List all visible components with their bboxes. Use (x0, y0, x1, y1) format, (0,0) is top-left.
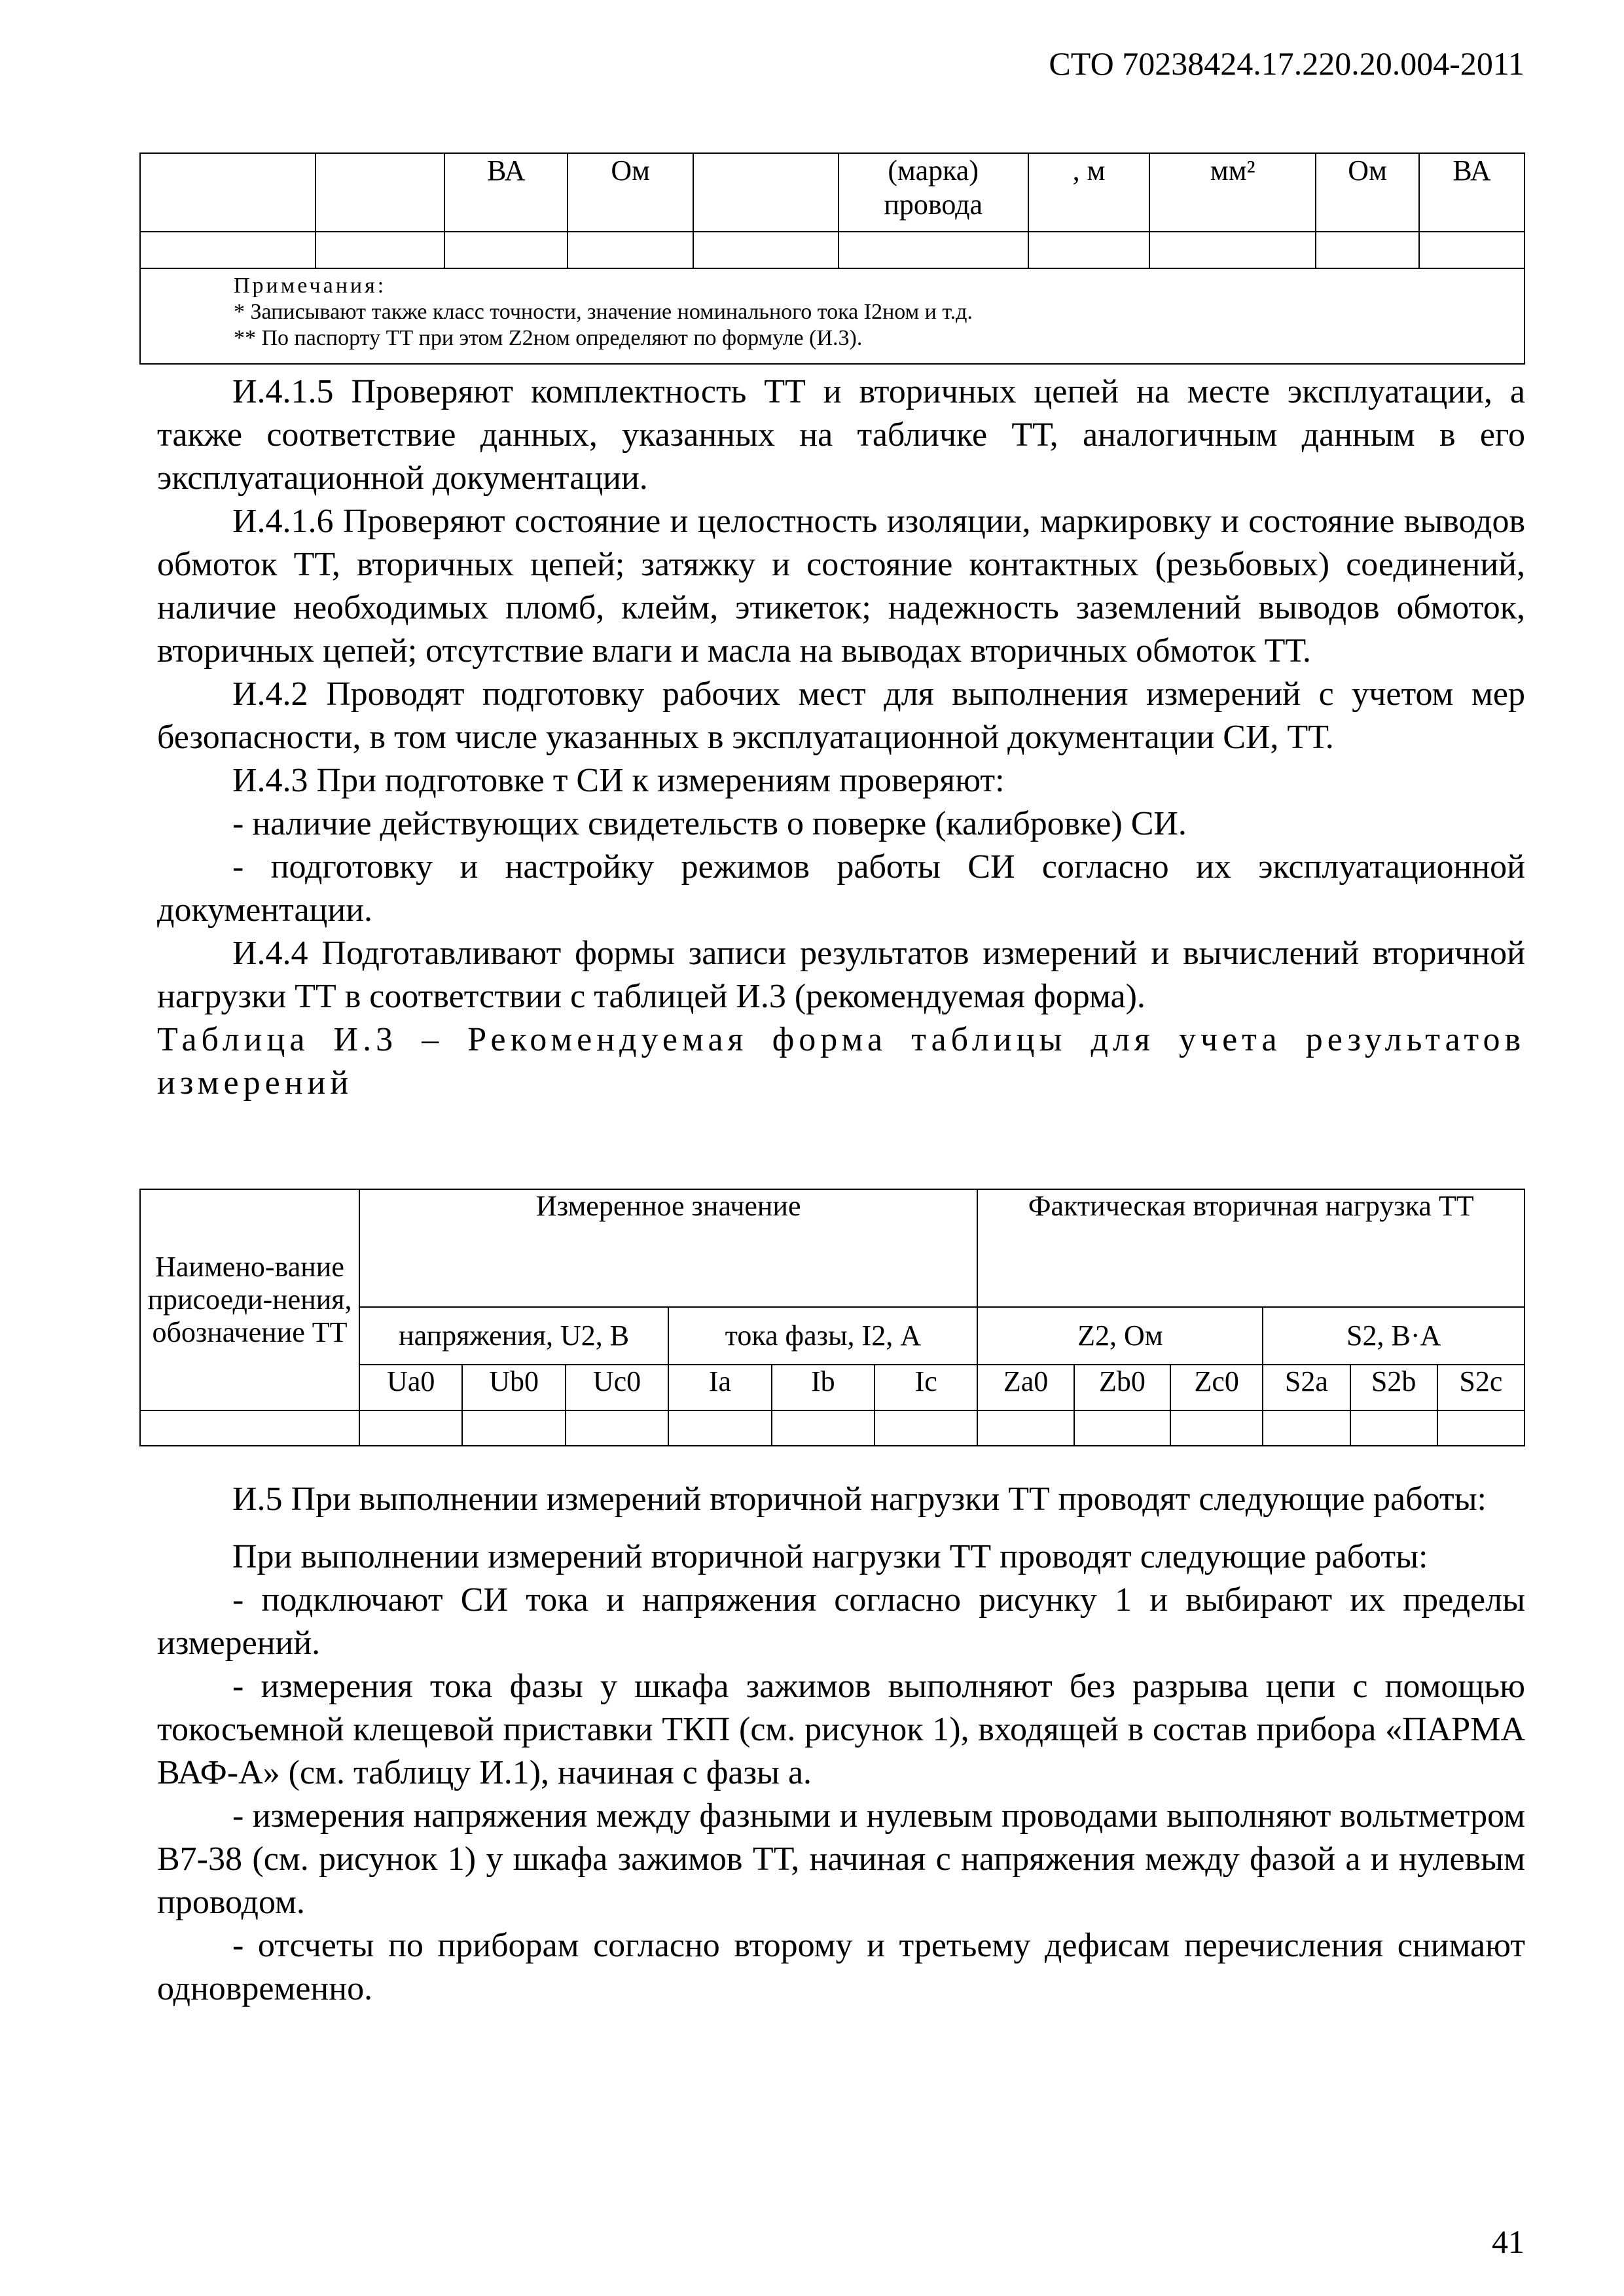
subheader-cell: Za0 (977, 1365, 1074, 1410)
list-item: - измерения напряжения между фазными и нулевым проводами выполняют вольтметром В7-38 (см. рисунок 1) у шкафа зажимов ТТ, начиная с напряжения между фазой а и нулевым проводом. (157, 1797, 1525, 1921)
empty-row (140, 232, 1525, 268)
column-header-connection: Наимено-вание присоеди-нения, обозначение ТТ (140, 1189, 359, 1410)
paragraph: И.4.3 При подготовке т СИ к измерениям проверяют: (232, 762, 1005, 799)
subheader-cell: Ib (772, 1365, 875, 1410)
document-code-header: СТО 70238424.17.220.20.004-2011 (1049, 45, 1525, 82)
page-number: 41 (1492, 2223, 1525, 2260)
paragraph: И.4.1.5 Проверяют комплектность ТТ и вторичных цепей на месте эксплуатации, а также соответствие данных, указанных на табличке ТТ, аналогичным данным в его эксплуатационной документации. (157, 373, 1525, 497)
empty-data-row (140, 1410, 1525, 1446)
units-cell (693, 153, 839, 232)
notes-title: Примечания: (234, 274, 387, 298)
subheader-cell: Zb0 (1074, 1365, 1170, 1410)
paragraph: И.4.1.6 Проверяют состояние и целостность изоляции, маркировку и состояние выводов обмоток ТТ, вторичных цепей; затяжку и состояние контактных (резьбовых) соединений, наличие необходимых пломб, клейм, этикеток; надежность заземлений выводов обмоток, вторичных цепей; отсутствие влаги и масла на выводах вторичных обмоток ТТ. (157, 503, 1525, 670)
list-item: - измерения тока фазы у шкафа зажимов выполняют без разрыва цепи с помощью токосъемной клещевой приставки ТКП (см. рисунок 1), входящей в состав прибора «ПАРМА ВАФ-А» (см. таблицу И.1), начиная с фазы а. (157, 1668, 1525, 1791)
header-actual-load: Фактическая вторичная нагрузка ТТ (977, 1189, 1525, 1307)
units-cell (140, 153, 316, 232)
units-cell: , м (1028, 153, 1150, 232)
units-cell: (марка) провода (839, 153, 1028, 232)
units-cell (316, 153, 445, 232)
body-section-1 (157, 370, 1525, 1105)
table-notes (140, 268, 1525, 364)
table-caption: Таблица И.3 – Рекомендуемая форма таблицы для учета результатов измерений (157, 1021, 1525, 1102)
list-item: - подключают СИ тока и напряжения согласно рисунку 1 и выбирают их пределы измерений. (157, 1581, 1525, 1662)
subheader-cell: Ua0 (359, 1365, 462, 1410)
header-power: S2, В·А (1263, 1307, 1525, 1365)
paragraph: И.4.2 Проводят подготовку рабочих мест для выполнения измерений с учетом мер безопасности, в том числе указанных в эксплуатационной документации СИ, ТТ. (157, 675, 1525, 756)
units-cell: мм² (1149, 153, 1316, 232)
units-row (140, 153, 1525, 232)
subheader-cell: Ub0 (462, 1365, 565, 1410)
units-cell: Ом (1316, 153, 1419, 232)
header-impedance: Z2, Ом (977, 1307, 1263, 1365)
list-item: - отсчеты по приборам согласно второму и третьему дефисам перечисления снимают одновременно. (157, 1927, 1525, 2007)
paragraph: При выполнении измерений вторичной нагрузки ТТ проводят следующие работы: (232, 1538, 1428, 1575)
units-cell: ВА (444, 153, 568, 232)
paragraph: И.5 При выполнении измерений вторичной нагрузки ТТ проводят следующие работы: (232, 1480, 1487, 1518)
header-voltage: напряжения, U2, В (359, 1307, 668, 1365)
table-i3 (139, 1189, 1525, 1446)
table-continuation (139, 152, 1525, 365)
subheader-cell: S2c (1437, 1365, 1525, 1410)
subheader-cell: Ia (668, 1365, 771, 1410)
list-item: - подготовку и настройку режимов работы СИ согласно их эксплуатационной документации. (157, 848, 1525, 929)
subheader-cell: Zc0 (1170, 1365, 1263, 1410)
header-current: тока фазы, I2, А (668, 1307, 977, 1365)
units-cell: ВА (1419, 153, 1525, 232)
notes-row (140, 268, 1525, 364)
list-item: - наличие действующих свидетельств о поверке (калибровке) СИ. (232, 805, 1187, 842)
subheader-cell: Uc0 (566, 1365, 668, 1410)
note-2: ** По паспорту ТТ при этом Z2ном определяют по формуле (И.3). (234, 326, 863, 350)
body-section-2 (157, 1478, 1525, 2011)
subheader-cell: Ic (875, 1365, 977, 1410)
subheader-cell: S2a (1263, 1365, 1350, 1410)
subheader-cell: S2b (1350, 1365, 1437, 1410)
header-measured-value: Измеренное значение (359, 1189, 977, 1307)
units-cell: Ом (568, 153, 693, 232)
paragraph: И.4.4 Подготавливают формы записи результатов измерений и вычислений вторичной нагрузки ТТ в соответствии с таблицей И.3 (рекомендуемая форма). (157, 935, 1525, 1015)
note-1: * Записывают также класс точности, значение номинального тока I2ном и т.д. (234, 300, 973, 324)
